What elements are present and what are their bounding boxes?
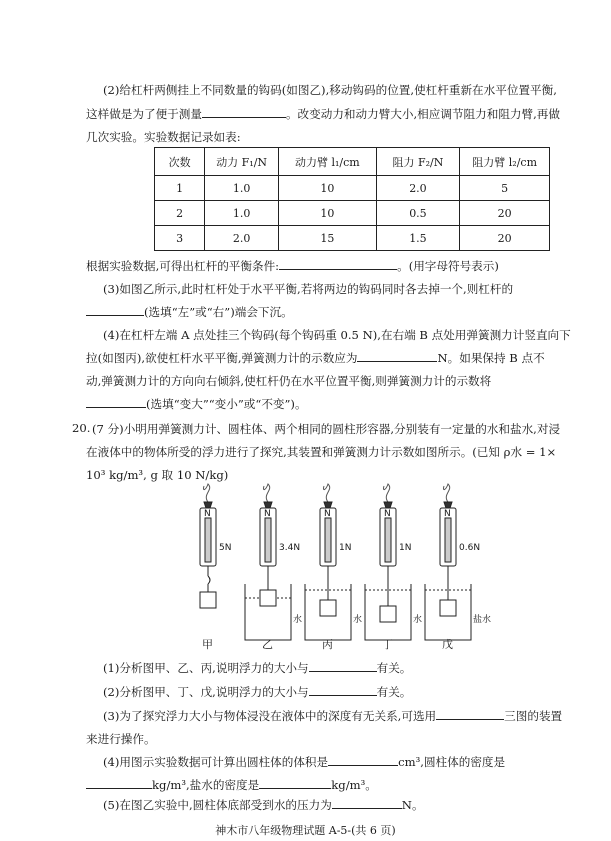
answer-blank[interactable]	[309, 660, 377, 672]
table-row	[155, 201, 550, 226]
table-cell: 10	[279, 176, 376, 201]
answer-blank[interactable]	[86, 396, 146, 408]
table-cell: 1.0	[205, 201, 279, 226]
cylinder-block	[260, 590, 276, 606]
table-header-row	[155, 148, 550, 176]
sub4-text-d: kg/m³。	[331, 778, 377, 792]
answer-blank[interactable]	[309, 684, 377, 696]
liquid-label: 盐水	[473, 615, 492, 625]
figure-label: 乙	[262, 638, 273, 651]
reading-label: 1N	[399, 543, 412, 553]
answer-blank[interactable]	[86, 777, 152, 789]
liquid-label: 水	[413, 615, 423, 625]
sub-question-4	[103, 754, 505, 770]
q3-line2	[86, 304, 293, 320]
sub2-text-b: 有关。	[376, 685, 412, 699]
sub1-text-a: (1)分析图甲、乙、丙,说明浮力的大小与	[103, 661, 309, 675]
table-cell: 0.5	[376, 201, 460, 226]
answer-blank[interactable]	[86, 304, 144, 316]
q2-line2	[86, 106, 560, 122]
q4-line2	[86, 350, 545, 366]
sub-question-2	[103, 684, 411, 700]
sub3-text-a: (3)为了探究浮力大小与物体浸没在液体中的深度有无关系,可选用	[103, 709, 437, 723]
q2-line3: 几次实验。实验数据记录如表:	[86, 130, 241, 144]
cylinder-block	[380, 606, 396, 622]
table-cell: 1	[155, 176, 205, 201]
liquid-label: 水	[353, 615, 363, 625]
q20-line2: 在液体中的物体所受的浮力进行了探究,其装置和弹簧测力计示数如图所示。(已知 ρ水 = 1×	[86, 445, 557, 459]
sub4-text-b: cm³,圆柱体的密度是	[398, 755, 506, 769]
table-cell: 1.5	[376, 226, 460, 251]
sub4-text-a: (4)用图示实验数据可计算出圆柱体的体积是	[103, 755, 329, 769]
table-cell: 20	[460, 201, 550, 226]
table-cell: 20	[460, 226, 550, 251]
q3-line1: (3)如图乙所示,此时杠杆处于水平平衡,若将两边的钩码同时各去掉一个,则杠杆的	[103, 282, 514, 296]
answer-blank[interactable]	[332, 797, 402, 809]
reading-label: 0.6N	[459, 543, 481, 553]
sub2-text-a: (2)分析图甲、丁、戊,说明浮力的大小与	[103, 685, 309, 699]
conclusion-text-b: 。(用字母符号表示)	[397, 259, 499, 273]
q4-line4	[86, 396, 307, 412]
q4-line4-text: (选填“变大”“变小”或“不变”)。	[146, 397, 307, 411]
cylinder-block	[200, 592, 216, 608]
experiment-figure	[180, 480, 510, 652]
q4-line3: 动,弹簧测力计的方向向右倾斜,使杠杆仍在水平位置平衡,则弹簧测力计的示数将	[86, 374, 492, 388]
answer-blank[interactable]	[328, 754, 398, 766]
spring-scale-bing	[305, 484, 351, 640]
table-row	[155, 176, 550, 201]
reading-label: 1N	[339, 543, 352, 553]
scale-unit: N	[264, 509, 271, 519]
table-cell: 2	[155, 201, 205, 226]
spring-scale-jia	[200, 484, 216, 608]
figure-label: 甲	[202, 638, 213, 651]
q2-line2-text-a: 这样做是为了便于测量	[86, 107, 202, 121]
table-header: 阻力臂 l₂/cm	[460, 148, 550, 176]
liquid-label: 水	[293, 615, 303, 625]
table-cell: 2.0	[376, 176, 460, 201]
sub5-text-a: (5)在图乙实验中,圆柱体底部受到水的压力为	[103, 798, 332, 812]
q4-line2-text-b: N。如果保持 B 点不	[437, 351, 545, 365]
table-cell: 10	[279, 201, 376, 226]
scale-unit: N	[384, 509, 391, 519]
sub3-text-b: 三图的装置	[504, 709, 563, 723]
q4-line1: (4)在杠杆左端 A 点处挂三个钩码(每个钩码重 0.5 N),在右端 B 点处用弹簧测力计竖直向下	[103, 328, 571, 342]
reading-label: 3.4N	[279, 543, 301, 553]
answer-blank[interactable]	[279, 258, 397, 270]
sub5-text-b: N。	[401, 798, 424, 812]
figure-label: 丙	[322, 638, 333, 651]
table-cell: 2.0	[205, 226, 279, 251]
scale-unit: N	[444, 509, 451, 519]
sub-question-3-cont: 来进行操作。	[86, 732, 156, 746]
cylinder-block	[440, 600, 456, 616]
spring-scale-yi	[245, 484, 291, 640]
sub-question-3	[103, 708, 562, 724]
page-footer: 神木市八年级物理试题 A-5-(共 6 页)	[215, 824, 396, 837]
table-header: 动力 F₁/N	[205, 148, 279, 176]
sub4-text-c: kg/m³,盐水的密度是	[152, 778, 260, 792]
answer-blank[interactable]	[357, 350, 437, 362]
spring-scale-wu	[425, 484, 471, 640]
conclusion-line	[86, 258, 499, 274]
q4-line2-text-a: 拉(如图丙),欲使杠杆水平平衡,弹簧测力计的示数应为	[86, 351, 358, 365]
table-cell: 1.0	[205, 176, 279, 201]
answer-blank[interactable]	[436, 708, 504, 720]
table-row	[155, 226, 550, 251]
figure-label: 丁	[382, 638, 393, 651]
scale-unit: N	[324, 509, 331, 519]
sub1-text-b: 有关。	[376, 661, 412, 675]
answer-blank[interactable]	[259, 777, 331, 789]
spring-scale-ding	[365, 484, 411, 640]
q20-line1: (7 分)小明用弹簧测力计、圆柱体、两个相同的圆柱形容器,分别装有一定量的水和盐水,对浸	[92, 422, 561, 436]
table-header: 动力臂 l₁/cm	[279, 148, 376, 176]
q2-line1: (2)给杠杆两侧挂上不同数量的钩码(如图乙),移动钩码的位置,使杠杆重新在水平位置平衡,	[103, 83, 557, 97]
q3-line2-text: (选填“左”或“右”)端会下沉。	[144, 305, 293, 319]
scale-unit: N	[204, 509, 211, 519]
question-20-number: 20.	[72, 421, 91, 435]
table-cell: 15	[279, 226, 376, 251]
sub-question-5	[103, 797, 424, 813]
conclusion-text-a: 根据实验数据,可得出杠杆的平衡条件:	[86, 259, 280, 273]
table-header: 次数	[155, 148, 205, 176]
table-cell: 3	[155, 226, 205, 251]
table-header: 阻力 F₂/N	[376, 148, 460, 176]
table-cell: 5	[460, 176, 550, 201]
sub-question-1	[103, 660, 411, 676]
cylinder-block	[320, 600, 336, 616]
q2-line2-text-b: 。改变动力和动力臂大小,相应调节阻力和阻力臂,再做	[285, 107, 560, 121]
reading-label: 5N	[219, 543, 232, 553]
data-table	[154, 147, 550, 251]
answer-blank[interactable]	[202, 106, 286, 118]
q20-line3: 10³ kg/m³, g 取 10 N/kg)	[86, 468, 229, 482]
figure-label: 戊	[442, 638, 453, 651]
sub-question-4-cont	[86, 777, 377, 793]
